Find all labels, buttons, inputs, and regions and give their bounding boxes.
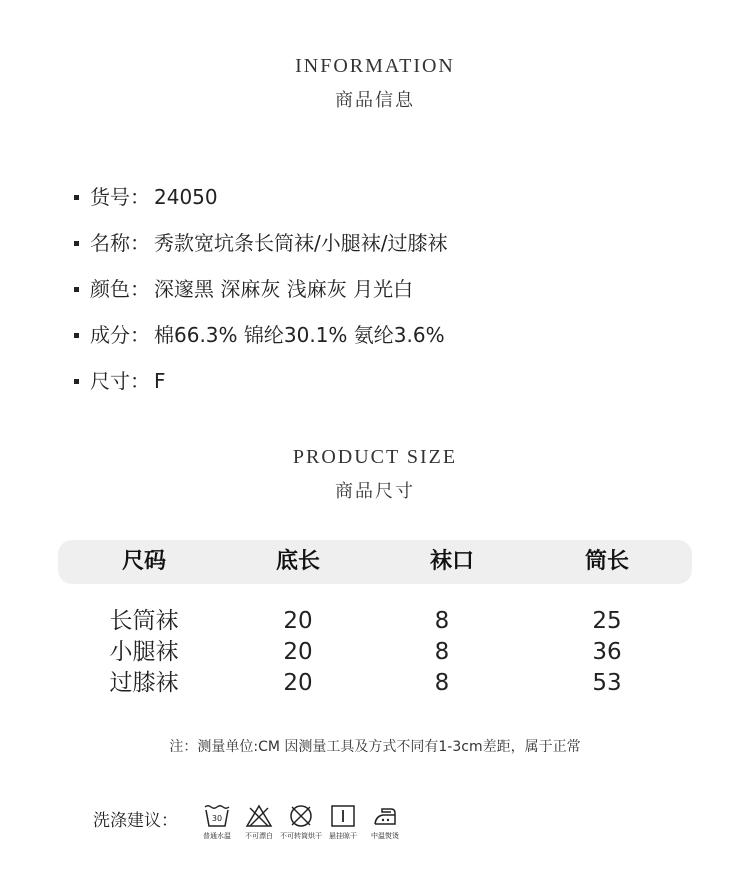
cell-size: 长筒袜 — [109, 608, 179, 634]
cell-foot-length: 20 — [283, 608, 313, 634]
information-title-cn: 商品信息 — [335, 90, 415, 111]
header-cuff: 袜口 — [429, 549, 474, 574]
info-value: 24050 — [154, 185, 218, 209]
do-not-tumble-dry-icon — [287, 804, 315, 828]
size-table-body — [58, 606, 692, 702]
info-item-composition — [74, 319, 447, 365]
info-value: 棉66.3% 锦纶30.1% 氨纶3.6% — [154, 323, 445, 347]
cell-foot-length: 20 — [283, 670, 313, 696]
wash-caption: 不可漂白 — [245, 832, 273, 840]
wash-caption: 中温熨烫 — [371, 832, 399, 840]
info-item-name — [74, 227, 447, 273]
product-size-title-cn: 商品尺寸 — [335, 481, 415, 502]
cell-size: 过膝袜 — [109, 670, 179, 696]
bullet-icon — [74, 241, 79, 246]
washing-label: 洗涤建议： — [93, 811, 178, 831]
header-leg-length: 筒长 — [584, 549, 629, 574]
information-title-en: INFORMATION — [295, 55, 455, 77]
bullet-icon — [74, 333, 79, 338]
info-item-color — [74, 273, 447, 319]
line-dry-icon — [329, 804, 357, 828]
info-separator: ： — [130, 231, 150, 255]
cell-size: 小腿袜 — [109, 639, 179, 665]
wash-item — [238, 804, 280, 841]
info-value: 秀款宽坑条长筒袜/小腿袜/过膝袜 — [154, 231, 448, 255]
bullet-icon — [74, 195, 79, 200]
washing-instructions — [93, 804, 406, 844]
header-size: 尺码 — [121, 549, 166, 574]
table-row — [58, 637, 692, 668]
cell-cuff: 8 — [434, 608, 450, 634]
wash-caption: 不可转筒烘干 — [280, 832, 322, 840]
size-table-header — [58, 540, 692, 584]
info-value: 深邃黑 深麻灰 浅麻灰 月光白 — [154, 277, 414, 301]
wash-item — [322, 804, 364, 841]
wash-item — [364, 804, 406, 841]
header-foot-length: 底长 — [275, 549, 320, 574]
info-list — [74, 181, 447, 411]
info-label: 货号 — [90, 185, 130, 209]
measurement-note: 注：测量单位:CM 因测量工具及方式不同有1-3cm差距，属于正常 — [169, 739, 581, 755]
cell-leg-length: 25 — [592, 608, 622, 634]
info-separator: ： — [130, 369, 150, 393]
wash-item — [196, 804, 238, 841]
info-label: 尺寸 — [90, 369, 130, 393]
table-row — [58, 668, 692, 699]
hand-wash-30-icon — [203, 804, 231, 828]
cell-foot-length: 20 — [283, 639, 313, 665]
wash-temperature: 30 — [211, 814, 223, 823]
info-label: 成分 — [90, 323, 130, 347]
wash-caption: 普通水温 — [203, 832, 231, 840]
cell-leg-length: 36 — [592, 639, 622, 665]
info-item-item-number — [74, 181, 447, 227]
product-size-title-en: PRODUCT SIZE — [292, 446, 458, 468]
bullet-icon — [74, 287, 79, 292]
table-row — [58, 606, 692, 637]
do-not-bleach-icon — [245, 804, 273, 828]
bullet-icon — [74, 379, 79, 384]
info-value: F — [154, 369, 166, 393]
wash-caption: 悬挂晾干 — [329, 832, 357, 840]
info-separator: ： — [130, 277, 150, 301]
iron-medium-icon — [371, 804, 399, 828]
info-separator: ： — [130, 323, 150, 347]
cell-cuff: 8 — [434, 639, 450, 665]
info-label: 名称 — [90, 231, 130, 255]
wash-item — [280, 804, 322, 841]
cell-leg-length: 53 — [592, 670, 622, 696]
info-separator: ： — [130, 185, 150, 209]
info-label: 颜色 — [90, 277, 130, 301]
cell-cuff: 8 — [434, 670, 450, 696]
info-item-size — [74, 365, 447, 411]
